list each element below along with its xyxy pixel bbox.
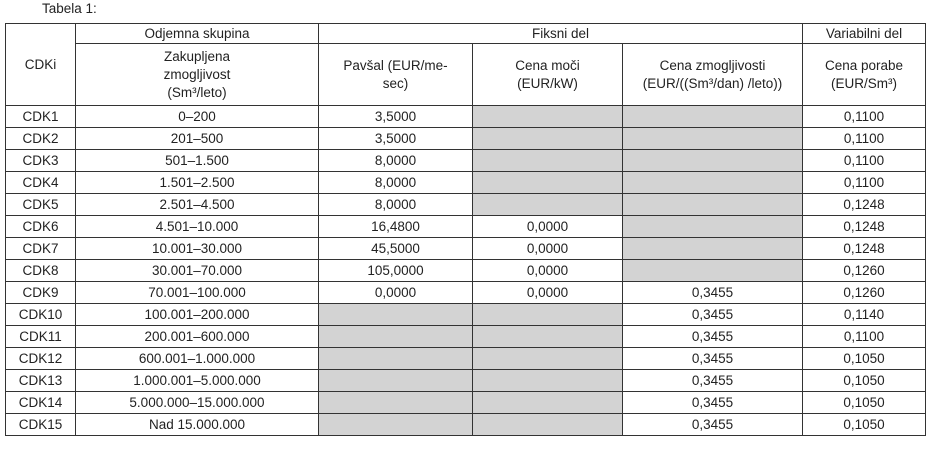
cell-flat-fee: 105,0000 xyxy=(319,260,473,282)
header-variable-part: Variabilni del xyxy=(803,24,926,44)
cell-capacity-range: 10.001–30.000 xyxy=(76,238,319,260)
cell-power-price xyxy=(473,150,623,172)
cell-capacity-range: 0–200 xyxy=(76,106,319,128)
header-consumer-group: Odjemna skupina xyxy=(76,24,319,44)
cell-power-price xyxy=(473,370,623,392)
header-power-price: Cena moči (EUR/kW) xyxy=(473,44,623,106)
cell-capacity-range: 70.001–100.000 xyxy=(76,282,319,304)
cell-flat-fee: 3,5000 xyxy=(319,106,473,128)
cell-consumption-price: 0,1248 xyxy=(803,238,926,260)
cell-capacity-price xyxy=(623,194,803,216)
cell-capacity-range: 1.000.001–5.000.000 xyxy=(76,370,319,392)
cell-consumption-price: 0,1100 xyxy=(803,128,926,150)
table-row xyxy=(6,238,926,260)
cell-consumption-price: 0,1260 xyxy=(803,282,926,304)
cell-capacity-range: 501–1.500 xyxy=(76,150,319,172)
cell-capacity-price xyxy=(623,216,803,238)
cell-capacity-price xyxy=(623,128,803,150)
cell-consumption-price: 0,1140 xyxy=(803,304,926,326)
table-body xyxy=(6,106,926,436)
table-row xyxy=(6,216,926,238)
cell-cdk-id: CDK3 xyxy=(6,150,76,172)
cell-power-price xyxy=(473,304,623,326)
cell-consumption-price: 0,1100 xyxy=(803,172,926,194)
header-cdki: CDKi xyxy=(6,24,76,106)
cell-capacity-range: 2.501–4.500 xyxy=(76,194,319,216)
cell-power-price xyxy=(473,414,623,436)
cell-flat-fee: 8,0000 xyxy=(319,172,473,194)
cell-capacity-range: 100.001–200.000 xyxy=(76,304,319,326)
cell-capacity-price xyxy=(623,150,803,172)
cell-flat-fee xyxy=(319,348,473,370)
cell-cdk-id: CDK1 xyxy=(6,106,76,128)
cell-capacity-price: 0,3455 xyxy=(623,370,803,392)
table-caption: Tabela 1: xyxy=(42,1,97,16)
cell-flat-fee: 8,0000 xyxy=(319,194,473,216)
cell-consumption-price: 0,1050 xyxy=(803,348,926,370)
cell-cdk-id: CDK13 xyxy=(6,370,76,392)
cell-consumption-price: 0,1100 xyxy=(803,150,926,172)
header-fixed-part: Fiksni del xyxy=(319,24,803,44)
cell-cdk-id: CDK10 xyxy=(6,304,76,326)
header-row-groups xyxy=(6,24,926,44)
cell-capacity-range: 201–500 xyxy=(76,128,319,150)
cell-capacity-range: Nad 15.000.000 xyxy=(76,414,319,436)
cell-cdk-id: CDK7 xyxy=(6,238,76,260)
cell-consumption-price: 0,1100 xyxy=(803,106,926,128)
cell-power-price: 0,0000 xyxy=(473,282,623,304)
cell-flat-fee xyxy=(319,392,473,414)
table-row xyxy=(6,194,926,216)
cell-flat-fee: 45,5000 xyxy=(319,238,473,260)
cell-flat-fee xyxy=(319,326,473,348)
cell-capacity-price: 0,3455 xyxy=(623,326,803,348)
table-row xyxy=(6,392,926,414)
cell-cdk-id: CDK8 xyxy=(6,260,76,282)
cell-consumption-price: 0,1248 xyxy=(803,194,926,216)
cell-cdk-id: CDK4 xyxy=(6,172,76,194)
cell-capacity-range: 1.501–2.500 xyxy=(76,172,319,194)
table-row xyxy=(6,282,926,304)
cell-cdk-id: CDK9 xyxy=(6,282,76,304)
header-consumption-price: Cena porabe (EUR/Sm³) xyxy=(803,44,926,106)
cell-flat-fee xyxy=(319,370,473,392)
cell-power-price xyxy=(473,128,623,150)
cell-cdk-id: CDK6 xyxy=(6,216,76,238)
table-row xyxy=(6,106,926,128)
cell-consumption-price: 0,1260 xyxy=(803,260,926,282)
cell-capacity-price xyxy=(623,260,803,282)
cell-consumption-price: 0,1050 xyxy=(803,414,926,436)
cell-capacity-range: 200.001–600.000 xyxy=(76,326,319,348)
header-flat-fee: Pavšal (EUR/me-sec) xyxy=(319,44,473,106)
table-row xyxy=(6,150,926,172)
cell-capacity-range: 600.001–1.000.000 xyxy=(76,348,319,370)
cell-capacity-range: 4.501–10.000 xyxy=(76,216,319,238)
cell-consumption-price: 0,1100 xyxy=(803,326,926,348)
table-row xyxy=(6,304,926,326)
cell-cdk-id: CDK2 xyxy=(6,128,76,150)
cell-cdk-id: CDK5 xyxy=(6,194,76,216)
cell-flat-fee: 16,4800 xyxy=(319,216,473,238)
cell-capacity-price xyxy=(623,172,803,194)
cell-flat-fee xyxy=(319,414,473,436)
cell-cdk-id: CDK15 xyxy=(6,414,76,436)
cell-power-price xyxy=(473,326,623,348)
header-capacity-price: Cena zmogljivosti (EUR/((Sm³/dan) /leto)) xyxy=(623,44,803,106)
cell-capacity-price: 0,3455 xyxy=(623,392,803,414)
cell-capacity-price xyxy=(623,238,803,260)
cell-consumption-price: 0,1050 xyxy=(803,392,926,414)
cell-capacity-price: 0,3455 xyxy=(623,304,803,326)
tariff-table xyxy=(5,23,926,436)
cell-power-price xyxy=(473,348,623,370)
cell-consumption-price: 0,1248 xyxy=(803,216,926,238)
table-row xyxy=(6,260,926,282)
cell-flat-fee: 8,0000 xyxy=(319,150,473,172)
cell-power-price xyxy=(473,392,623,414)
cell-capacity-range: 5.000.000–15.000.000 xyxy=(76,392,319,414)
cell-capacity-range: 30.001–70.000 xyxy=(76,260,319,282)
cell-consumption-price: 0,1050 xyxy=(803,370,926,392)
table-row xyxy=(6,326,926,348)
table-row xyxy=(6,414,926,436)
cell-power-price: 0,0000 xyxy=(473,238,623,260)
header-capacity: Zakupljena zmogljivost (Sm³/leto) xyxy=(76,44,319,106)
cell-power-price xyxy=(473,106,623,128)
table-row xyxy=(6,128,926,150)
cell-power-price: 0,0000 xyxy=(473,260,623,282)
cell-capacity-price: 0,3455 xyxy=(623,282,803,304)
cell-flat-fee xyxy=(319,304,473,326)
cell-flat-fee: 3,5000 xyxy=(319,128,473,150)
cell-power-price xyxy=(473,194,623,216)
cell-capacity-price: 0,3455 xyxy=(623,348,803,370)
cell-cdk-id: CDK11 xyxy=(6,326,76,348)
cell-capacity-price xyxy=(623,106,803,128)
table-row xyxy=(6,348,926,370)
cell-capacity-price: 0,3455 xyxy=(623,414,803,436)
cell-power-price xyxy=(473,172,623,194)
table-row xyxy=(6,370,926,392)
cell-cdk-id: CDK12 xyxy=(6,348,76,370)
cell-cdk-id: CDK14 xyxy=(6,392,76,414)
table-row xyxy=(6,172,926,194)
header-row-columns xyxy=(6,44,926,106)
cell-power-price: 0,0000 xyxy=(473,216,623,238)
cell-flat-fee: 0,0000 xyxy=(319,282,473,304)
